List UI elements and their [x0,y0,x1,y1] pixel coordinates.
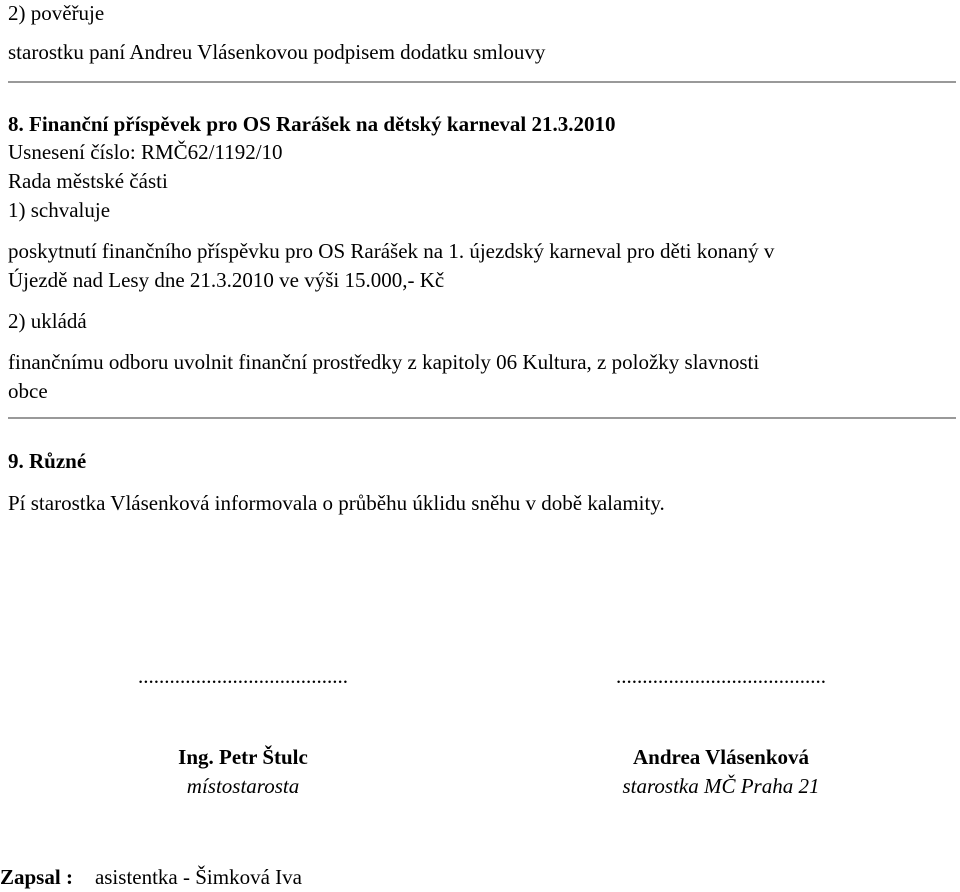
section-8-title: 8. Finanční příspěvek pro OS Rarášek na dětský karneval 21.3.2010 [8,112,616,136]
signature-left-dots: ........................................ [138,664,348,688]
signature-left-name: Ing. Petr Štulc [178,745,308,769]
section-8-item-1-text-line-2: Újezdě nad Lesy dne 21.3.2010 ve výši 15.000,- Kč [8,268,445,292]
section-8-item-2-text-line-2: obce [8,379,48,403]
footer [0,864,302,890]
signature-left-role: místostarosta [186,774,300,798]
section-8-item-1-text-line-1: poskytnutí finančního příspěvku pro OS Rarášek na 1. újezdský karneval pro děti konaný v [8,239,775,263]
section-9-text: Pí starostka Vlásenková informovala o průběhu úklidu sněhu v době kalamity. [8,491,665,515]
section-9-title: 9. Různé [8,449,87,473]
section-7-item-2-heading: 2) pověřuje [8,1,105,25]
signature-right-role: starostka MČ Praha 21 [622,774,820,798]
section-8-council: Rada městské části [8,169,168,193]
section-8-resolution: Usnesení číslo: RMČ62/1192/10 [8,140,283,164]
section-8-item-1-heading: 1) schvaluje [8,198,111,222]
footer-value: asistentka - Šimková Iva [94,865,302,889]
section-8-item-2-heading: 2) ukládá [8,309,87,333]
divider [8,81,956,83]
signature-right-name: Andrea Vlásenková [632,745,809,769]
section-7-item-2-text: starostku paní Andreu Vlásenkovou podpisem dodatku smlouvy [8,40,546,64]
section-8-item-2-text-line-1: finančnímu odboru uvolnit finanční prostředky z kapitoly 06 Kultura, z položky slavnosti [8,350,760,374]
divider [8,417,956,419]
footer-label: Zapsal : [0,865,73,889]
signature-right-dots: ........................................ [616,664,826,688]
